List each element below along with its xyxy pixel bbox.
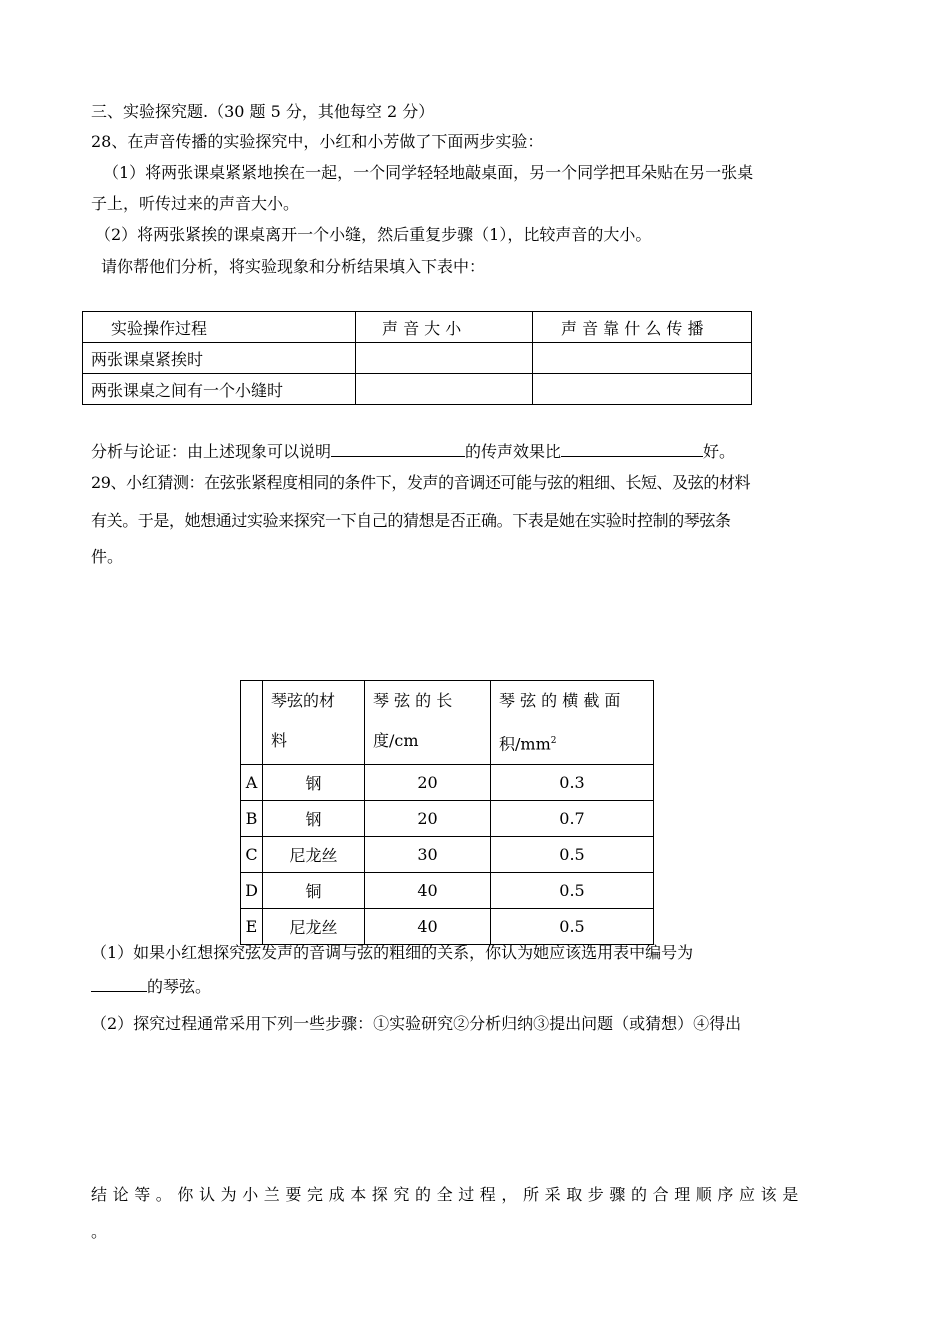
answer-blank-1[interactable]	[331, 440, 465, 457]
length-cell: 20	[365, 801, 491, 837]
answer-blank-2[interactable]	[561, 440, 703, 457]
q29-sub1-line2	[91, 975, 211, 998]
answer-cell[interactable]	[356, 374, 533, 405]
material-cell: 尼龙丝	[263, 909, 365, 945]
header-text: 琴弦的材	[271, 691, 336, 710]
q28-instruction: 请你帮他们分析，将实验现象和分析结果填入下表中：	[101, 257, 486, 276]
q29-string-table	[240, 680, 654, 945]
conclusion-prefix: 分析与论证：由上述现象可以说明	[91, 442, 332, 461]
conclusion-mid: 的传声效果比	[465, 442, 562, 461]
table-header-cell	[365, 681, 491, 765]
table-row	[241, 801, 654, 837]
section-heading: 三、实验探究题.（30 题 5 分，其他每空 2 分）	[91, 102, 435, 121]
table-row	[241, 909, 654, 945]
table-cell: 两张课桌紧挨时	[83, 343, 356, 374]
area-cell: 0.5	[491, 837, 654, 873]
table-row	[241, 837, 654, 873]
row-id: E	[241, 909, 263, 945]
length-cell: 40	[365, 909, 491, 945]
answer-cell[interactable]	[533, 343, 752, 374]
conclusion-suffix: 好。	[703, 442, 736, 461]
q29-line2: 有关。于是，她想通过实验来探究一下自己的猜想是否正确。下表是她在实验时控制的琴弦条	[91, 511, 731, 530]
q29-sub2-line2: 结论等。你认为小兰要完成本探究的全过程，所采取步骤的合理顺序应该是	[91, 1185, 804, 1204]
length-cell: 30	[365, 837, 491, 873]
header-text: 度/cm	[373, 731, 419, 750]
header-unit: 积/mm	[499, 734, 551, 754]
table-header-cell: 实验操作过程	[83, 312, 356, 343]
q28-title: 28、在声音传播的实验探究中，小红和小芳做了下面两步实验：	[91, 132, 544, 151]
q29-sub1-line1: （1）如果小红想探究弦发声的音调与弦的粗细的关系，你认为她应该选用表中编号为	[91, 943, 694, 962]
material-cell: 尼龙丝	[263, 837, 365, 873]
q28-step1-line2: 子上，听传过来的声音大小。	[91, 194, 300, 213]
header-text: 琴 弦 的 横 截 面	[499, 691, 621, 710]
q28-step1-line1: （1）将两张课桌紧紧地挨在一起，一个同学轻轻地敲桌面，另一个同学把耳朵贴在另一张桌	[103, 163, 754, 182]
table-row	[241, 873, 654, 909]
material-cell: 钢	[263, 801, 365, 837]
table-header-row	[83, 312, 752, 343]
q28-conclusion	[91, 440, 735, 463]
table-header-cell	[491, 681, 654, 765]
q29-line1: 29、小红猜测：在弦张紧程度相同的条件下，发声的音调还可能与弦的粗细、长短、及弦的材料	[91, 473, 751, 492]
area-cell: 0.3	[491, 765, 654, 801]
table-row	[241, 765, 654, 801]
header-text: 琴 弦 的 长	[373, 691, 453, 710]
sub1-suffix: 的琴弦。	[147, 977, 212, 996]
area-cell: 0.5	[491, 909, 654, 945]
superscript: 2	[550, 736, 557, 746]
answer-cell[interactable]	[356, 343, 533, 374]
table-cell: 两张课桌之间有一个小缝时	[83, 374, 356, 405]
length-cell: 20	[365, 765, 491, 801]
row-id: B	[241, 801, 263, 837]
table-header-row	[241, 681, 654, 765]
q28-results-table	[82, 311, 752, 405]
header-text	[499, 721, 645, 764]
row-id: A	[241, 765, 263, 801]
answer-blank-3[interactable]	[91, 975, 147, 992]
table-header-cell	[263, 681, 365, 765]
material-cell: 钢	[263, 765, 365, 801]
material-cell: 铜	[263, 873, 365, 909]
q29-sub2-end: 。	[91, 1222, 108, 1241]
length-cell: 40	[365, 873, 491, 909]
table-header-cell: 声 音 靠 什 么 传 播	[533, 312, 752, 343]
table-header-cell: 声 音 大 小	[356, 312, 533, 343]
q29-line3: 件。	[91, 547, 124, 566]
row-id: C	[241, 837, 263, 873]
table-row	[83, 343, 752, 374]
q29-sub2-line1: （2）探究过程通常采用下列一些步骤：①实验研究②分析归纳③提出问题（或猜想）④得出	[91, 1014, 742, 1033]
q28-step2: （2）将两张紧挨的课桌离开一个小缝，然后重复步骤（1），比较声音的大小。	[95, 225, 652, 244]
row-id: D	[241, 873, 263, 909]
area-cell: 0.7	[491, 801, 654, 837]
table-row	[83, 374, 752, 405]
table-header-cell	[241, 681, 263, 765]
answer-cell[interactable]	[533, 374, 752, 405]
area-cell: 0.5	[491, 873, 654, 909]
header-text: 料	[271, 731, 288, 750]
